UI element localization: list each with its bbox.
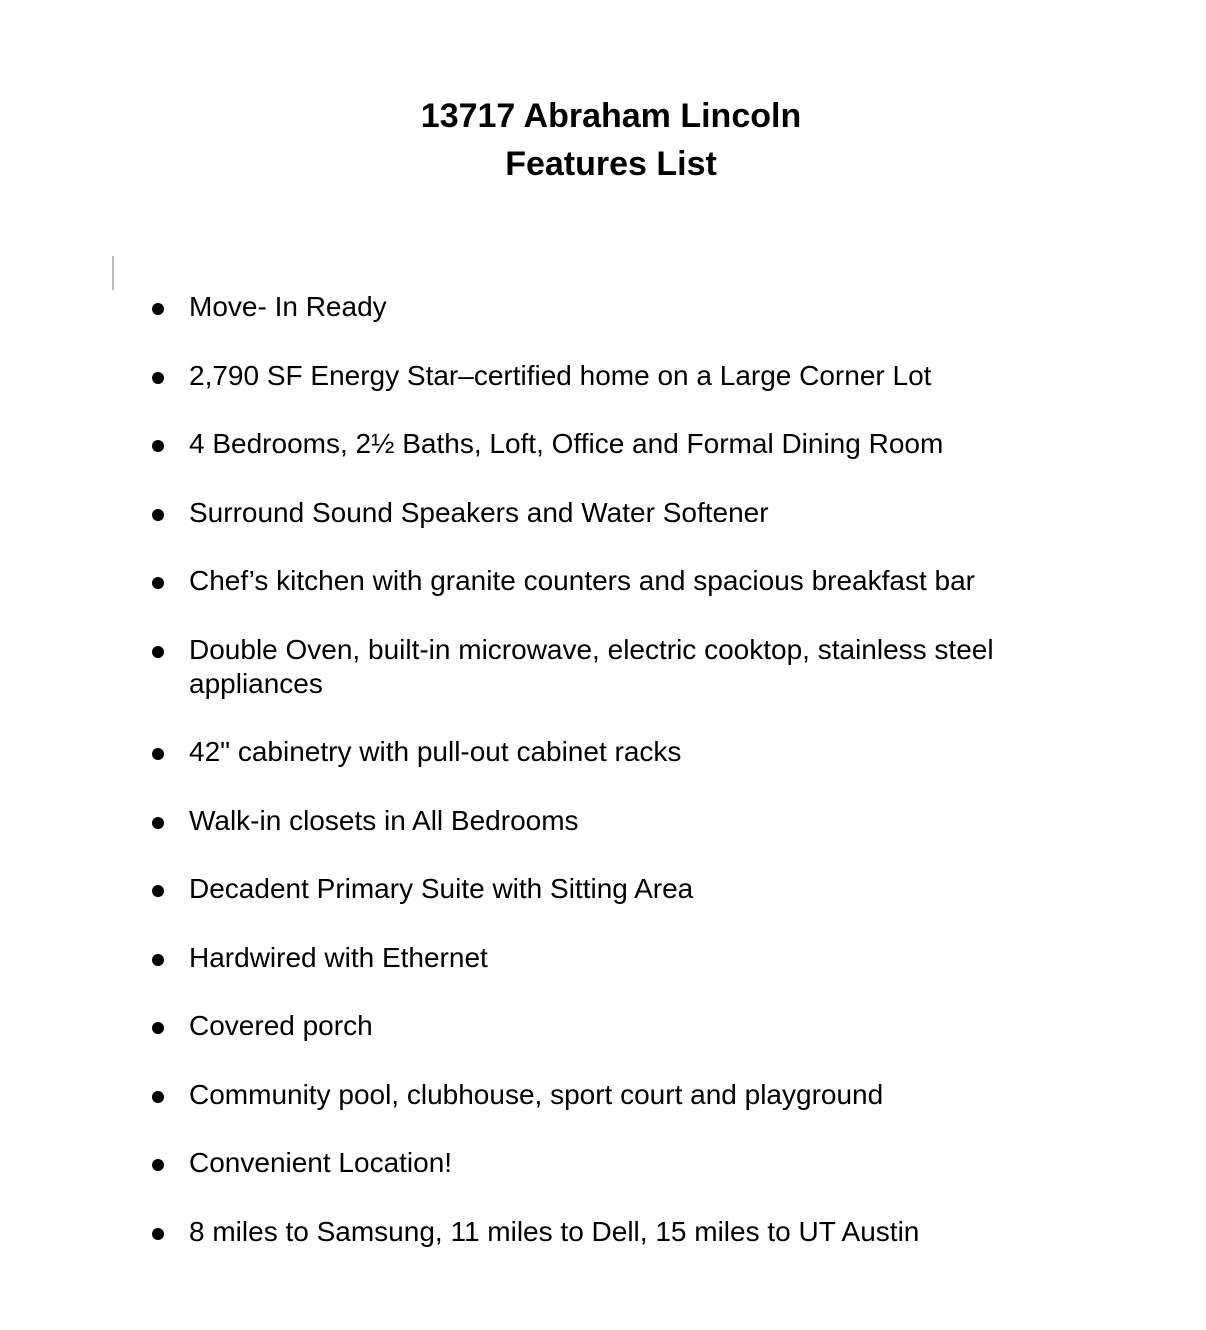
bullet-icon — [152, 372, 164, 384]
bullet-icon — [152, 817, 164, 829]
feature-text: Decadent Primary Suite with Sitting Area — [189, 873, 694, 904]
feature-text: Double Oven, built-in microwave, electric cooktop, stainless steel appliances — [189, 633, 994, 699]
list-item — [152, 633, 1052, 701]
text-cursor — [112, 256, 114, 290]
list-item — [152, 1078, 1052, 1112]
list-item — [152, 1215, 1052, 1249]
feature-text: Move- In Ready — [189, 291, 387, 322]
bullet-icon — [152, 885, 164, 897]
feature-text: 8 miles to Samsung, 11 miles to Dell, 15 miles to UT Austin — [189, 1215, 920, 1247]
feature-text: Walk-in closets in All Bedrooms — [189, 804, 579, 836]
bullet-icon — [152, 748, 164, 760]
bullet-icon — [152, 954, 164, 966]
bullet-icon — [152, 1091, 164, 1103]
list-item — [152, 941, 1052, 975]
feature-text: Surround Sound Speakers and Water Softener — [189, 496, 769, 528]
list-item — [152, 1009, 1052, 1043]
feature-text: Convenient Location! — [189, 1147, 453, 1178]
bullet-icon — [152, 440, 164, 452]
bullet-icon — [152, 509, 164, 521]
list-item — [152, 427, 1052, 461]
list-item — [152, 290, 1052, 324]
feature-text: 4 Bedrooms, 2½ Baths, Loft, Office and Formal Dining Room — [189, 428, 944, 459]
list-item — [152, 359, 1052, 393]
bullet-icon — [152, 646, 164, 658]
list-item — [152, 804, 1052, 838]
feature-text: Community pool, clubhouse, sport court and playground — [189, 1078, 884, 1110]
feature-text: Chef’s kitchen with granite counters and spacious breakfast bar — [189, 565, 975, 596]
bullet-icon — [152, 303, 164, 315]
list-item — [152, 1146, 1052, 1180]
bullet-icon — [152, 1159, 164, 1171]
list-item — [152, 872, 1052, 906]
title-address: 13717 Abraham Lincoln — [420, 97, 802, 135]
feature-text: 42" cabinetry with pull-out cabinet racks — [189, 736, 682, 767]
list-item — [152, 735, 1052, 769]
feature-text: Covered porch — [189, 1010, 373, 1041]
features-list — [152, 290, 1052, 1283]
list-item — [152, 564, 1052, 598]
document-title — [0, 92, 1206, 188]
feature-text: 2,790 SF Energy Star–certified home on a Large Corner Lot — [189, 359, 932, 391]
bullet-icon — [152, 577, 164, 589]
bullet-icon — [152, 1228, 164, 1240]
feature-text: Hardwired with Ethernet — [189, 941, 488, 973]
list-item — [152, 496, 1052, 530]
bullet-icon — [152, 1022, 164, 1034]
title-subtitle: Features List — [505, 145, 717, 183]
